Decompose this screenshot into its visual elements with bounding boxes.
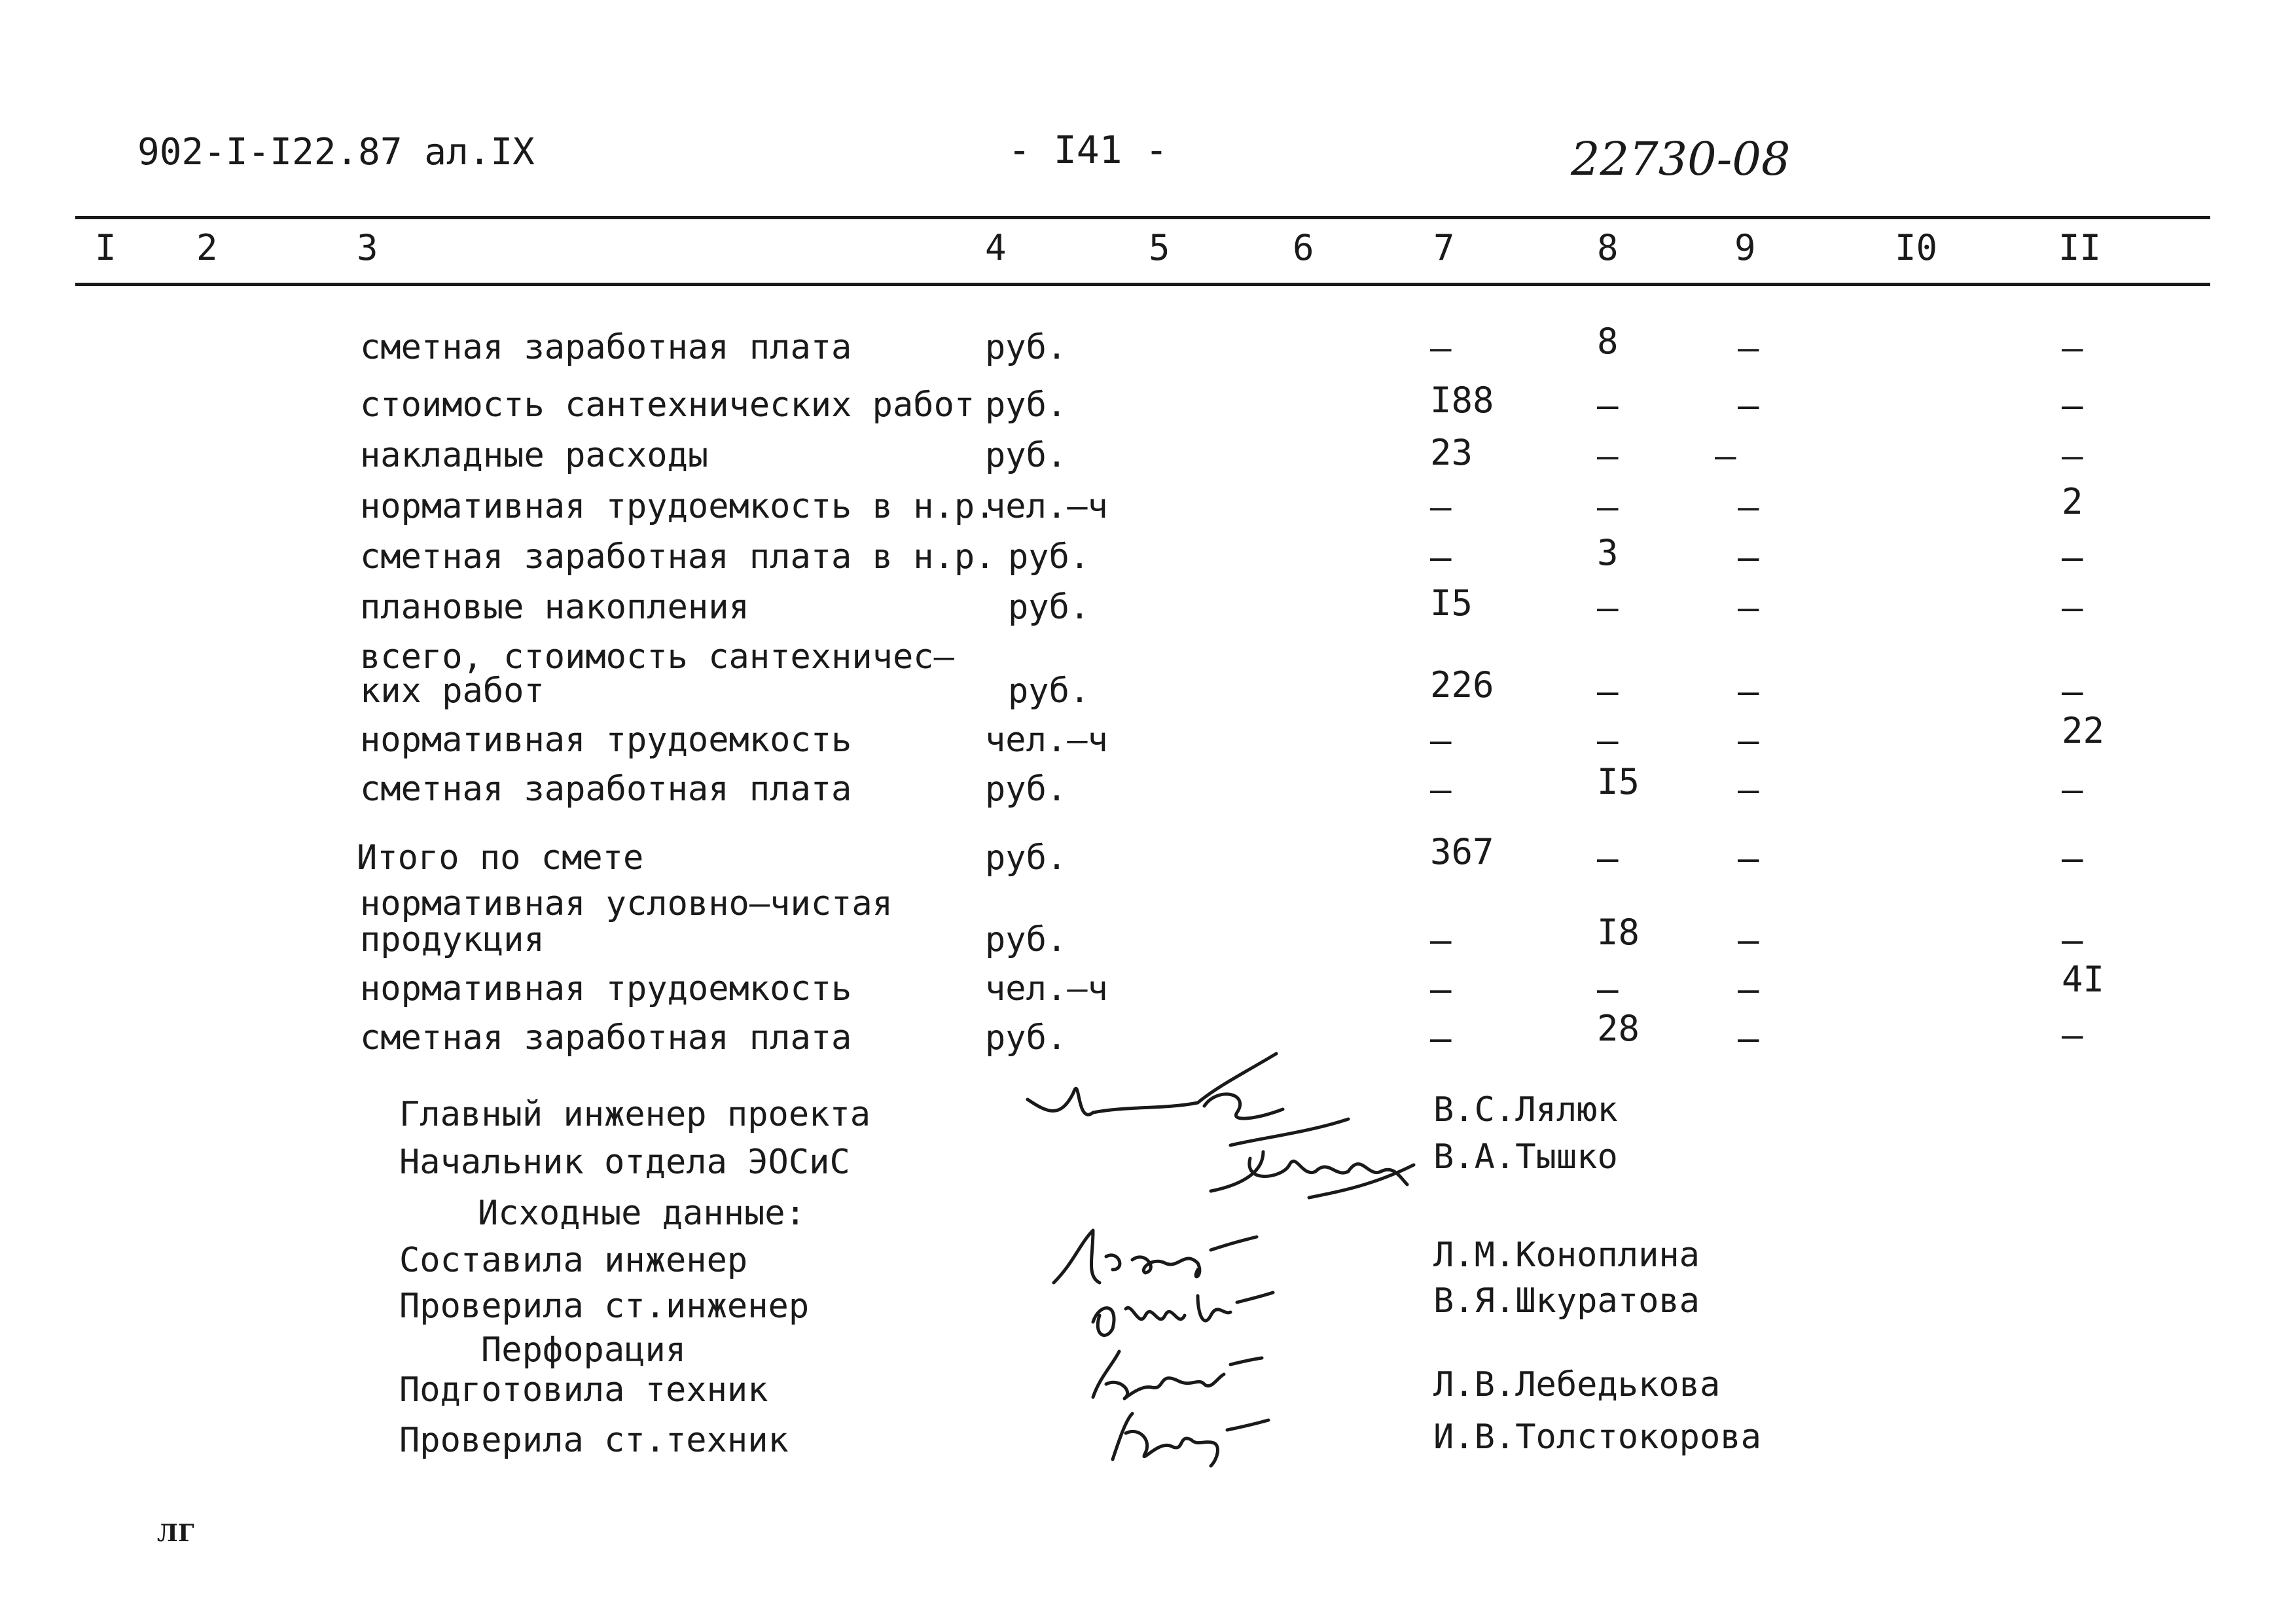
column-header-7: 7 bbox=[1433, 227, 1455, 268]
row-col8: – bbox=[1597, 587, 1619, 628]
row-label: нормативная трудоемкость в н.р. bbox=[360, 487, 996, 526]
signature-role: Проверила ст.техник bbox=[399, 1421, 789, 1460]
row-col9: – bbox=[1738, 486, 1759, 527]
page-number: - I41 - bbox=[1008, 128, 1168, 172]
row-label-total: Итого по смете bbox=[357, 838, 644, 878]
signature-person: Л.М.Коноплина bbox=[1433, 1236, 1700, 1275]
row-label: сметная заработная плата bbox=[360, 328, 852, 367]
row-col9: – bbox=[1738, 919, 1759, 961]
column-header-10: I0 bbox=[1895, 227, 1938, 268]
row-col7: – bbox=[1430, 486, 1452, 527]
row-col7: 226 bbox=[1430, 664, 1494, 705]
row-label: сметная заработная плата bbox=[360, 770, 852, 809]
row-col8: I5 bbox=[1597, 761, 1640, 802]
signature-person: В.Я.Шкуратова bbox=[1433, 1281, 1700, 1321]
row-col11: 4I bbox=[2062, 959, 2105, 1000]
row-col9: – bbox=[1738, 671, 1759, 712]
row-col8: – bbox=[1597, 720, 1619, 761]
row-unit: руб. bbox=[1008, 588, 1090, 627]
row-label-line2: продукция bbox=[360, 920, 545, 959]
row-unit: руб. bbox=[985, 770, 1067, 809]
row-col11: – bbox=[2062, 671, 2083, 712]
column-header-11: II bbox=[2058, 227, 2102, 268]
signature-person: В.А.Тышко bbox=[1433, 1137, 1618, 1177]
signature-person: В.С.Лялюк bbox=[1433, 1090, 1618, 1130]
row-col11: 22 bbox=[2062, 710, 2105, 751]
signature-role: Проверила ст.инженер bbox=[399, 1287, 810, 1326]
signature-role: Подготовила техник bbox=[399, 1370, 768, 1410]
row-unit: руб. bbox=[985, 385, 1067, 425]
column-header-6: 6 bbox=[1293, 227, 1314, 268]
row-unit: чел.–ч bbox=[985, 487, 1108, 526]
row-col11: – bbox=[2062, 1014, 2083, 1056]
row-col7: 367 bbox=[1430, 831, 1494, 872]
header-bottom-rule bbox=[75, 283, 2210, 286]
row-col7: I88 bbox=[1430, 380, 1494, 421]
handwritten-signature bbox=[1100, 1400, 1270, 1472]
row-col9: – bbox=[1738, 385, 1759, 426]
row-col9: – bbox=[1738, 327, 1759, 368]
document-code: 902-I-I22.87 ал.IX bbox=[137, 131, 535, 173]
footer-mark: ЛГ bbox=[157, 1520, 194, 1547]
row-unit: руб. bbox=[985, 920, 1067, 959]
row-col7: – bbox=[1430, 720, 1452, 761]
row-label: плановые накопления bbox=[360, 588, 749, 627]
row-col9: – bbox=[1715, 435, 1736, 476]
column-header-4: 4 bbox=[985, 227, 1007, 268]
row-unit: чел.–ч bbox=[985, 721, 1108, 760]
row-unit: руб. bbox=[985, 1018, 1067, 1058]
row-col11: – bbox=[2062, 769, 2083, 810]
row-col9: – bbox=[1738, 720, 1759, 761]
row-label: сметная заработная плата в н.р. bbox=[360, 537, 996, 577]
row-col11: – bbox=[2062, 385, 2083, 426]
row-col8: 8 bbox=[1597, 321, 1619, 362]
row-label-line1: нормативная условно–чистая bbox=[360, 884, 893, 923]
row-col11: – bbox=[2062, 435, 2083, 476]
row-col8: I8 bbox=[1597, 912, 1640, 953]
row-label: накладные расходы bbox=[360, 436, 709, 475]
row-col9: – bbox=[1738, 969, 1759, 1010]
row-unit: руб. bbox=[985, 838, 1067, 878]
header-top-rule bbox=[75, 216, 2210, 219]
row-col7: – bbox=[1430, 537, 1452, 578]
row-col11: – bbox=[2062, 587, 2083, 628]
row-col7: – bbox=[1430, 327, 1452, 368]
signature-role: Составила инженер bbox=[399, 1241, 748, 1280]
signature-person: И.В.Толстокорова bbox=[1433, 1418, 1761, 1457]
row-col9: – bbox=[1738, 838, 1759, 879]
column-header-2: 2 bbox=[196, 227, 218, 268]
signature-person: Л.В.Лебедькова bbox=[1433, 1365, 1721, 1404]
row-unit: руб. bbox=[1008, 537, 1090, 577]
row-col7: – bbox=[1430, 919, 1452, 961]
row-col11: – bbox=[2062, 327, 2083, 368]
row-col8: – bbox=[1597, 435, 1619, 476]
row-col9: – bbox=[1738, 1018, 1759, 1059]
column-header-9: 9 bbox=[1734, 227, 1756, 268]
row-col8: – bbox=[1597, 671, 1619, 712]
signature-role: Главный инженер проекта bbox=[399, 1095, 871, 1134]
row-col7: I5 bbox=[1430, 582, 1473, 624]
row-unit: чел.–ч bbox=[985, 969, 1108, 1008]
column-header-1: I bbox=[95, 227, 117, 268]
row-col8: – bbox=[1597, 385, 1619, 426]
handwritten-signature bbox=[1204, 1113, 1420, 1211]
inventory-number: 22730-08 bbox=[1571, 132, 1791, 186]
column-header-8: 8 bbox=[1597, 227, 1619, 268]
row-col8: – bbox=[1597, 486, 1619, 527]
row-col11: – bbox=[2062, 919, 2083, 961]
row-label: нормативная трудоемкость bbox=[360, 721, 852, 760]
row-col9: – bbox=[1738, 769, 1759, 810]
row-col7: – bbox=[1430, 1018, 1452, 1059]
row-unit: руб. bbox=[985, 436, 1067, 475]
row-label-line1: всего, стоимость сантехничес– bbox=[360, 637, 954, 677]
section-heading: Перфорация bbox=[481, 1330, 687, 1370]
row-col7: – bbox=[1430, 769, 1452, 810]
row-col11: – bbox=[2062, 537, 2083, 578]
row-col8: 28 bbox=[1597, 1008, 1640, 1049]
row-label: нормативная трудоемкость bbox=[360, 969, 852, 1008]
row-col9: – bbox=[1738, 587, 1759, 628]
row-col11: 2 bbox=[2062, 481, 2083, 522]
row-label-line2: ких работ bbox=[360, 671, 545, 711]
column-header-3: 3 bbox=[357, 227, 378, 268]
row-col8: 3 bbox=[1597, 532, 1619, 573]
row-unit: руб. bbox=[985, 328, 1067, 367]
row-label: сметная заработная плата bbox=[360, 1018, 852, 1058]
handwritten-signature bbox=[1080, 1276, 1276, 1348]
row-col11: – bbox=[2062, 838, 2083, 879]
column-header-5: 5 bbox=[1149, 227, 1170, 268]
row-label: стоимость сантехнических работ bbox=[360, 385, 975, 425]
row-unit: руб. bbox=[1008, 671, 1090, 711]
row-col7: 23 bbox=[1430, 432, 1473, 473]
section-heading: Исходные данные: bbox=[478, 1194, 806, 1233]
row-col9: – bbox=[1738, 537, 1759, 578]
row-col7: – bbox=[1430, 969, 1452, 1010]
signature-role: Начальник отдела ЭОСиС bbox=[399, 1143, 850, 1182]
row-col8: – bbox=[1597, 838, 1619, 879]
row-col8: – bbox=[1597, 969, 1619, 1010]
